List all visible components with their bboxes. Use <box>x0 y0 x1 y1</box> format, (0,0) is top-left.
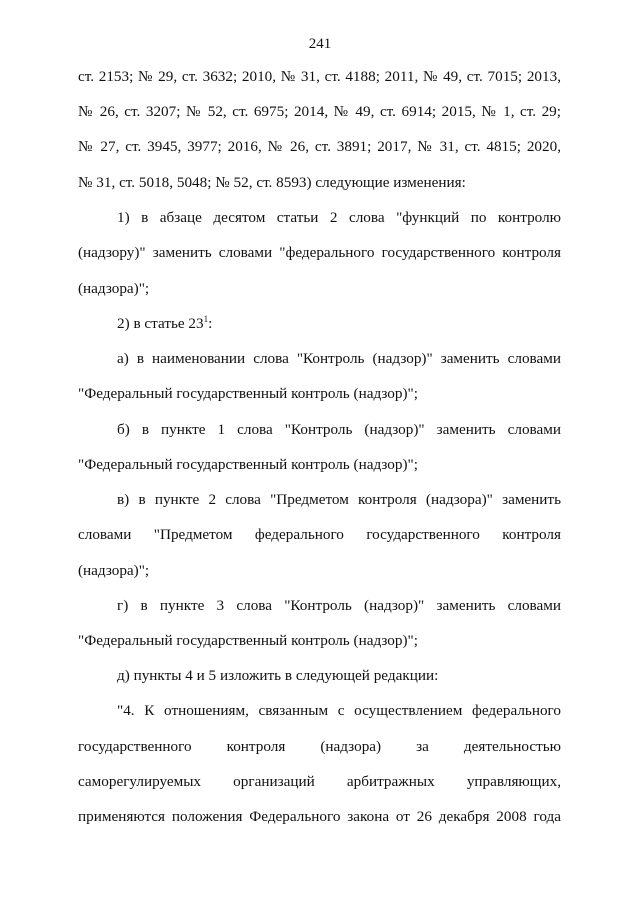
text-line: а) в наименовании слова "Контроль (надзор)" заменить словами <box>117 350 561 367</box>
text-line: словами "Предметом федерального государственного контроля <box>78 526 561 543</box>
text-line: д) пункты 4 и 5 изложить в следующей редакции: <box>117 667 439 684</box>
text-line: г) в пункте 3 слова "Контроль (надзор)" заменить словами <box>117 597 561 614</box>
text-line: (надзора)"; <box>78 280 150 297</box>
text-line: государственного контроля (надзора) за деятельностью <box>78 738 561 755</box>
page-number: 241 <box>308 36 332 52</box>
text-line: (надзору)" заменить словами "федерального государственного контроля <box>78 244 561 261</box>
text-line: саморегулируемых организаций арбитражных управляющих, <box>78 773 561 790</box>
text-line: "Федеральный государственный контроль (надзор)"; <box>78 456 418 473</box>
text-line: "Федеральный государственный контроль (надзор)"; <box>78 632 418 649</box>
text-line: применяются положения Федерального закона от 26 декабря 2008 года <box>78 808 561 825</box>
text-fragment: 2) в статье 23 <box>117 315 204 332</box>
text-line: № 27, ст. 3945, 3977; 2016, № 26, ст. 3891; 2017, № 31, ст. 4815; 2020, <box>78 138 561 155</box>
text-line: "4. К отношениям, связанным с осуществлением федерального <box>117 702 561 719</box>
text-line: "Федеральный государственный контроль (надзор)"; <box>78 385 418 402</box>
text-line: б) в пункте 1 слова "Контроль (надзор)" заменить словами <box>117 421 561 438</box>
text-line: (надзора)"; <box>78 562 150 579</box>
text-line <box>117 314 561 334</box>
text-line: 1) в абзаце десятом статьи 2 слова "функций по контролю <box>117 209 561 226</box>
text-line: в) в пункте 2 слова "Предметом контроля (надзора)" заменить <box>117 491 561 508</box>
text-line: № 31, ст. 5018, 5048; № 52, ст. 8593) следующие изменения: <box>78 174 466 191</box>
text-fragment: : <box>208 315 213 332</box>
text-line: ст. 2153; № 29, ст. 3632; 2010, № 31, ст. 4188; 2011, № 49, ст. 7015; 2013, <box>78 68 561 85</box>
text-line: № 26, ст. 3207; № 52, ст. 6975; 2014, № 49, ст. 6914; 2015, № 1, ст. 29; <box>78 103 561 120</box>
superscript: 1 <box>203 314 209 324</box>
